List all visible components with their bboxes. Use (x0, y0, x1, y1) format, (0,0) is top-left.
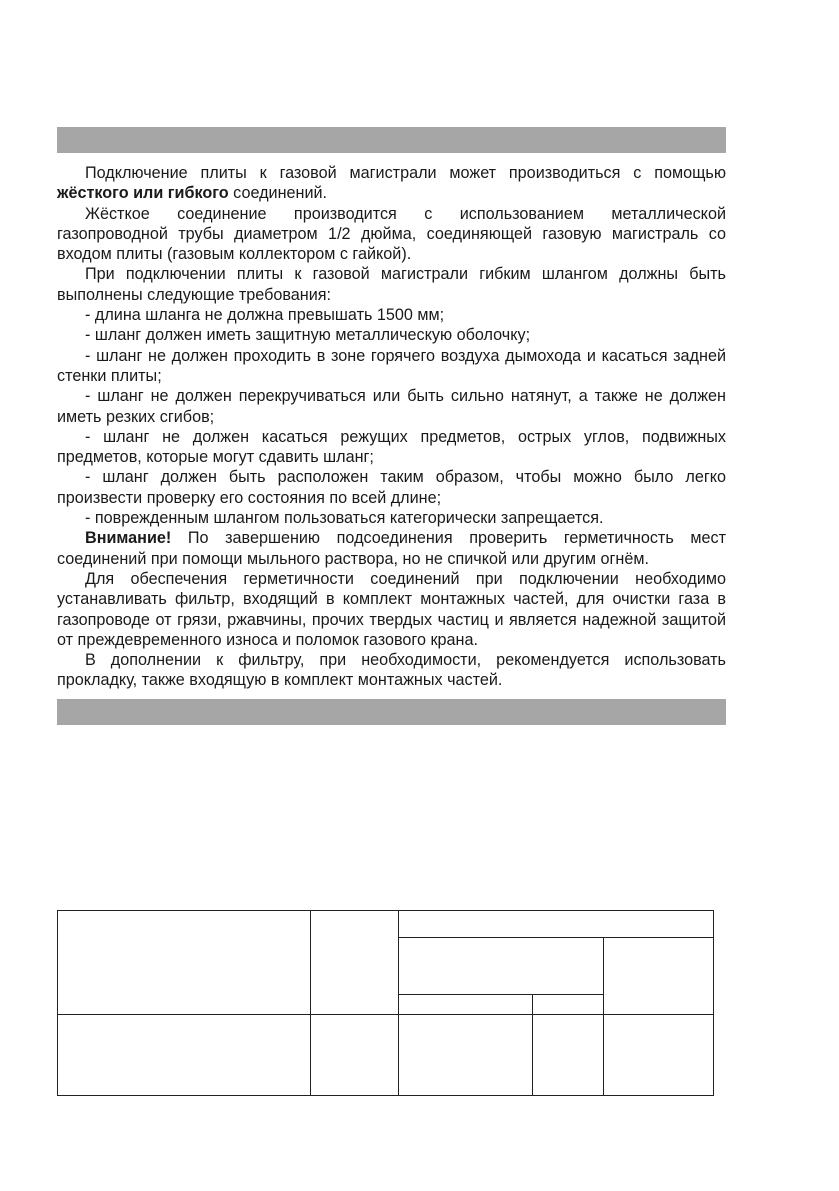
requirement-item: - поврежденным шлангом пользоваться категорически запрещается. (85, 509, 604, 528)
table-header-cell (311, 911, 399, 1015)
table-cell (58, 1015, 311, 1096)
table-cell (604, 1015, 714, 1096)
table-header-cell (604, 938, 714, 1015)
requirement-item: - шланг не должен касаться режущих предметов, острых углов, подвижных предметов, которые могут сдавить шланг; (57, 427, 726, 467)
requirement-item: - шланг не должен перекручиваться или быть сильно натянут, а также не должен иметь резких сгибов; (57, 387, 726, 426)
paragraph-3: При подключении плиты к газовой магистрали гибким шлангом должны быть выполнены следующие требования: (57, 265, 726, 304)
section-header-bar-1 (57, 127, 726, 153)
paragraph-filter: Для обеспечения герметичности соединений при подключении необходимо устанавливать фильтр, входящий в комплект монтажных частей, для очистки газа в газопроводе от грязи, ржавчины, прочих твердых частиц и является надежной защитой от преждевременного износа и поломок газового крана. (57, 569, 726, 649)
table-header-cell (533, 995, 604, 1015)
table-header-row-1 (58, 911, 714, 938)
table-cell (533, 1015, 604, 1096)
warning-paragraph: Внимание! По завершению подсоединения проверить герметичность мест соединений при помощи мыльного раствора, но не спичкой или другим огнём. (57, 529, 726, 568)
table-row (58, 1015, 714, 1096)
table-header-cell (399, 995, 533, 1015)
body-text (57, 163, 726, 691)
paragraph-gasket: В дополнении к фильтру, при необходимости, рекомендуется использовать прокладку, также входящую в комплект монтажных частей. (57, 651, 726, 690)
paragraph-1: Подключение плиты к газовой магистрали может производиться с помощью жёсткого или гибкого соединений. (57, 164, 726, 203)
table-header-cell (58, 911, 311, 1015)
section-header-bar-2 (57, 699, 726, 725)
paragraph-2: Жёсткое соединение производится с использованием металлической газопроводной трубы диаметром 1/2 дюйма, соединяющей газовую магистраль со входом плиты (газовым коллектором с гайкой). (57, 204, 726, 264)
requirement-item: - шланг должен быть расположен таким образом, чтобы можно было легко произвести проверку его состояния по всей длине; (57, 468, 726, 507)
table-header-cell (399, 911, 714, 938)
table-header-cell (399, 938, 604, 995)
table-grid (57, 910, 714, 1096)
table-cell (399, 1015, 533, 1096)
requirement-item: - шланг должен иметь защитную металлическую оболочку; (85, 326, 531, 345)
parameters-table (57, 910, 713, 1095)
table-cell (311, 1015, 399, 1096)
requirement-item: - длина шланга не должна превышать 1500 мм; (85, 306, 445, 325)
requirement-item: - шланг не должен проходить в зоне горячего воздуха дымохода и касаться задней стенки плиты; (57, 346, 726, 385)
